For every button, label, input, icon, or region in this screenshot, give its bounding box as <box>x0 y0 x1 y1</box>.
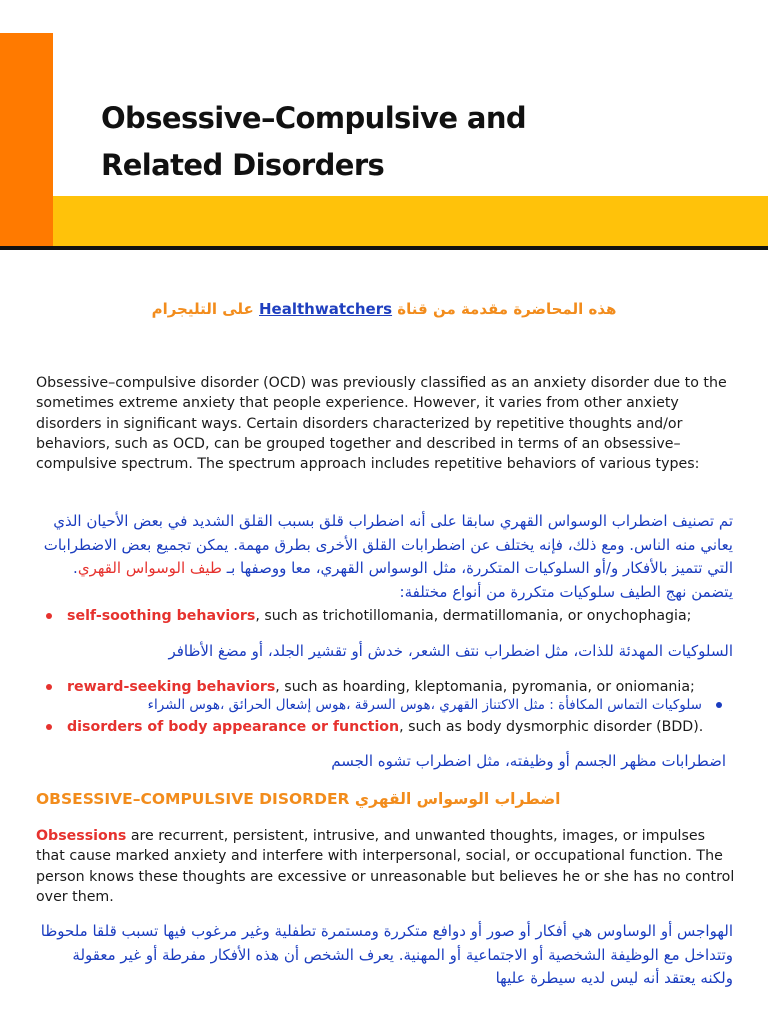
intro-paragraph-en: Obsessive–compulsive disorder (OCD) was previously classified as an anxiety disorder due to the sometimes extreme anxiety that people experience. However, it varies from other anxiety disorders in significant ways. Certain disorders characterized by repetitive thoughts and/or behaviors, such as OCD, can be grouped together and described in terms of an obsessive–compulsive spectrum. The spectrum approach includes repetitive behaviors of various types: <box>36 375 727 473</box>
bullet-translation-ar-2 <box>36 697 722 713</box>
obsessions-term: Obsessions <box>36 828 127 844</box>
bullet-ar-text: سلوكيات التماس المكافأة : مثل الاكتناز القهري ،هوس السرقة ،هوس إشعال الحرائق ،هوس الشراء <box>147 697 702 713</box>
channel-credit-before: هذه المحاضرة مقدمة من قناة <box>397 300 617 318</box>
header-divider <box>0 246 768 250</box>
channel-credit <box>0 300 768 318</box>
section-heading <box>36 790 736 808</box>
obsessions-paragraph-ar: الهواجس أو الوساوس هي أفكار أو صور أو دوافع متكررة ومستمرة تطفلية وغير مرغوب فيها تسبب قلقا ملحوظا وتتداخل مع الوظيفة الشخصية أو الاجتماعية أو المهنية. يعرف الشخص أن هذه الأفكار مفرطة أو غير معقولة ولكنه يعتقد أنه ليس لديه سيطرة عليها <box>40 922 733 987</box>
bullet-translation-ar-1: السلوكيات المهدئة للذات، مثل اضطراب نتف الشعر، خدش أو تقشير الجلد، أو مضغ الأظافر <box>168 642 733 660</box>
channel-link[interactable]: Healthwatchers <box>259 300 393 318</box>
channel-credit-after: على التليجرام <box>151 300 254 318</box>
obsessions-definition: are recurrent, persistent, intrusive, and unwanted thoughts, images, or impulses that cause marked anxiety and interfere with interpersonal, social, or occupational function. The person knows these thoughts are excessive or unreasonable but believes he or she has no control over them. <box>36 828 735 905</box>
bullet-dot <box>46 613 52 619</box>
bullet-term: reward-seeking behaviors <box>67 679 276 695</box>
bullet-text: , such as hoarding, kleptomania, pyromania, or oniomania; <box>275 679 695 695</box>
bullet-text: , such as body dysmorphic disorder (BDD). <box>399 719 704 735</box>
intro-ar-highlight: طيف الوسواس القهري <box>77 559 222 577</box>
page-title <box>101 95 741 189</box>
header-yellow-band <box>53 196 768 246</box>
bullet-term: self-soothing behaviors <box>67 608 256 624</box>
section-heading-en: OBSESSIVE–COMPULSIVE DISORDER <box>36 790 350 808</box>
obsessions-paragraph-en <box>36 826 736 907</box>
bullet-term: disorders of body appearance or function <box>67 719 400 735</box>
intro-ar-main: تم تصنيف اضطراب الوسواس القهري سابقا على أنه اضطراب قلق بسبب القلق الشديد في بعض الأحيان الذي يعاني منه الناس. ومع ذلك، فإنه يختلف عن اضطرابات القلق الأخرى بطرق مهمة. يمكن تجميع بعض الاضطرابات التي تتميز بالأفكار و/أو السلوكيات المتكررة، مثل الوسواس القهري، معا ووصفها بـ <box>43 512 733 577</box>
bullet-text: , such as trichotillomania, dermatillomania, or onychophagia; <box>255 608 692 624</box>
bullet-dot <box>716 702 722 708</box>
page-title-line-2: Related Disorders <box>101 148 385 182</box>
intro-ar-end: . يتضمن نهج الطيف سلوكيات متكررة من أنواع مختلفة: <box>73 559 733 601</box>
intro-paragraph-ar <box>36 510 733 604</box>
header-orange-accent-bar <box>0 33 53 246</box>
bullet-dot <box>46 724 52 730</box>
page-title-line-1: Obsessive–Compulsive and <box>101 101 527 135</box>
bullet-translation-ar-3: اضطرابات مظهر الجسم أو وظيفته، مثل اضطراب تشوه الجسم <box>331 752 726 770</box>
bullet-dot <box>46 684 52 690</box>
section-heading-ar: اضطراب الوسواس القهري <box>354 790 561 808</box>
